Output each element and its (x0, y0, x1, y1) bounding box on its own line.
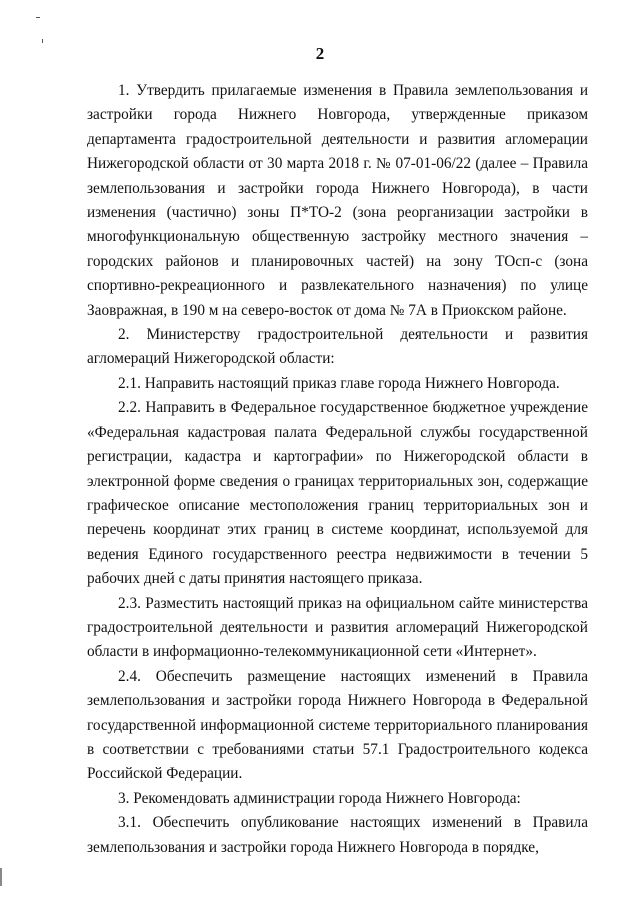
document-body (87, 79, 588, 860)
paragraph-2: 2. Министерству градостроительной деятельности и развития агломераций Нижегородской области: (87, 326, 588, 368)
scan-artifact (0, 868, 2, 886)
paragraph-1: 1. Утвердить прилагаемые изменения в Правила землепользования и застройки города Нижнего Новгорода, утвержденные приказом департамента градостроительной деятельности и развития агломерации Нижегородской области от 30 марта 2018 г. № 07-01-06/22 (далее – Правила землепользования и застройки города Нижнего Новгорода), в части изменения (частично) зоны П*ТО-2 (зона реорганизации застройки в многофункциональную общественную застройку местного значения – городских районов и планировочных частей) на зону ТОсп-с (зона спортивно-рекреационного и развлекательного назначения) по улице Заовражная, в 190 м на северо-восток от дома № 7А в Приокском районе. (87, 82, 588, 319)
page-number: 2 (315, 44, 325, 63)
scan-artifact (42, 39, 43, 43)
paragraph-2-1: 2.1. Направить настоящий приказ главе города Нижнего Новгорода. (118, 374, 560, 392)
paragraph-3-1: 3.1. Обеспечить опубликование настоящих изменений в Правила землепользования и застройки города Нижнего Новгорода в порядке, (87, 814, 588, 856)
scan-artifact (36, 17, 40, 18)
paragraph-2-4: 2.4. Обеспечить размещение настоящих изменений в Правила землепользования и застройки города Нижнего Новгорода в Федеральной государственной информационной системе территориального планирования в соответствии с требованиями статьи 57.1 Градостроительного кодекса Российской Федерации. (87, 667, 588, 783)
paragraph-3: 3. Рекомендовать администрации города Нижнего Новгорода: (118, 789, 521, 807)
paragraph-2-2: 2.2. Направить в Федеральное государственное бюджетное учреждение «Федеральная кадастровая палата Федеральной службы государственной регистрации, кадастра и картографии» по Нижегородской области в электронной форме сведения о границах территориальных зон, содержащие графическое описание местоположения границ территориальных зон и перечень координат этих границ в системе координат, используемой для ведения Единого государственного реестра недвижимости в течении 5 рабочих дней с даты принятия настоящего приказа. (87, 399, 588, 588)
paragraph-2-3: 2.3. Разместить настоящий приказ на официальном сайте министерства градостроительной деятельности и развития агломераций Нижегородской области в информационно-телекоммуникационной сети «Интернет». (87, 594, 588, 661)
